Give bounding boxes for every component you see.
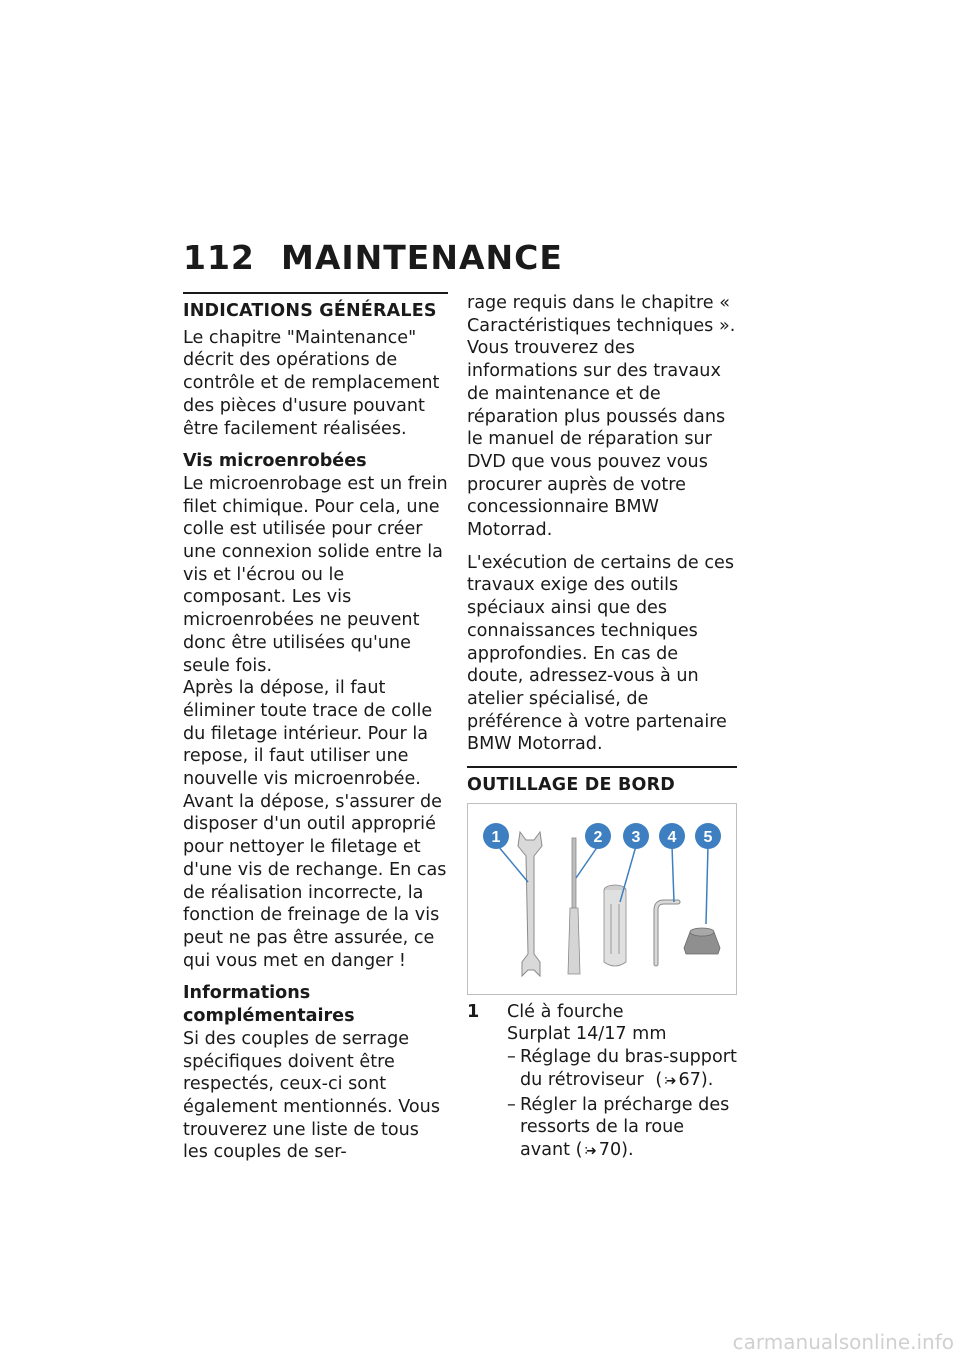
legend-item-number: 1 xyxy=(467,1001,480,1022)
continued-paragraph: rage requis dans le chapitre « Caractéristiques techniques ». Vous trouverez des informations sur des travaux de maintenance et de réparation plus poussés dans le manuel de réparation sur DVD que vous pouvez vous procurer auprès de votre concessionnaire BMW Motorrad. xyxy=(467,293,736,541)
page-number: 112 xyxy=(183,238,255,277)
legend-item-subtitle: Surplat 14/17 mm xyxy=(507,1024,667,1045)
screws-paragraph-2: Après la dépose, il faut éliminer toute trace de colle du filetage intérieur. Pour la repose, il faut utiliser une nouvelle vis microenrobée. Avant la dépose, s'assurer de disposer d'un outil approprié pour nettoyer le filetage et d'une vis de rechange. En cas de réalisation incorrecte, la fonction de freinage de la vis peut ne pas être assurée, ce qui vous met en danger ! xyxy=(183,678,447,971)
info-paragraph: Si des couples de serrage spécifiques doivent être respectés, ceux-ci sont également mentionnés. Vous trouverez une liste de tous les couples de ser- xyxy=(183,1028,440,1163)
toolkit-figure xyxy=(467,803,737,995)
section-rule xyxy=(467,766,737,768)
legend-bullet xyxy=(507,1094,737,1164)
callout-label-1: 1 xyxy=(491,828,501,846)
chapter-title: MAINTENANCE xyxy=(281,238,563,277)
bullet-text: Régler la précharge des ressorts de la roue avant ( ∶➜ 70). xyxy=(520,1094,730,1160)
callout-label-5: 5 xyxy=(703,828,713,846)
page-reference[interactable]: 67). xyxy=(678,1069,714,1090)
bullet-text: Réglage du bras-support du rétroviseur ( ∶➜ 67). xyxy=(520,1047,737,1090)
hex-key-icon xyxy=(656,902,678,964)
tool-handle-icon xyxy=(604,885,626,966)
legend-item-body xyxy=(507,1001,737,1164)
callout-label-3: 3 xyxy=(631,828,641,846)
page-header xyxy=(183,238,563,282)
screws-paragraph-1: Le microenrobage est un frein filet chimique. Pour cela, une colle est utilisée pour créer une connexion solide entre la vis et l'écrou ou le composant. Les vis microenrobées ne peuvent donc être utilisées qu'une seule fois. xyxy=(183,473,448,676)
intro-paragraph: Le chapitre "Maintenance" décrit des opérations de contrôle et de remplacement des pièces d'usure pouvant être facilement réalisées. xyxy=(183,327,440,439)
legend-bullet xyxy=(507,1046,737,1093)
reference-arrow-icon[interactable]: ∶➜ xyxy=(664,1073,675,1089)
legend-item-title: Clé à fourche xyxy=(507,1001,624,1022)
bullet-dash: – xyxy=(507,1047,516,1068)
watermark: carmanualsonline.info xyxy=(732,1330,954,1354)
callout-label-2: 2 xyxy=(593,828,603,846)
tools-paragraph: L'exécution de certains de ces travaux exige des outils spéciaux ainsi que des connaissances techniques approfondies. En cas de doute, adressez-vous à un atelier spécialisé, de préférence à votre partenaire BMW Motorrad. xyxy=(467,552,735,755)
left-column xyxy=(183,292,448,1174)
section-title-general: INDICATIONS GÉNÉRALES xyxy=(183,301,437,321)
screwdriver-icon xyxy=(568,838,580,974)
section-rule xyxy=(183,292,448,294)
callout-label-4: 4 xyxy=(667,828,677,846)
page-reference[interactable]: 70). xyxy=(598,1139,634,1160)
subsection-title-info: Informations complémentaires xyxy=(183,983,355,1027)
subsection-title-screws: Vis microenrobées xyxy=(183,451,367,472)
legend-item xyxy=(467,1001,737,1164)
bullet-dash: – xyxy=(507,1094,516,1115)
open-end-wrench-icon xyxy=(518,832,542,976)
section-title-toolkit: OUTILLAGE DE BORD xyxy=(467,775,675,796)
socket-icon xyxy=(684,928,720,954)
right-column xyxy=(467,292,737,1164)
reference-arrow-icon[interactable]: ∶➜ xyxy=(584,1143,595,1159)
toolkit-illustration xyxy=(468,804,736,994)
